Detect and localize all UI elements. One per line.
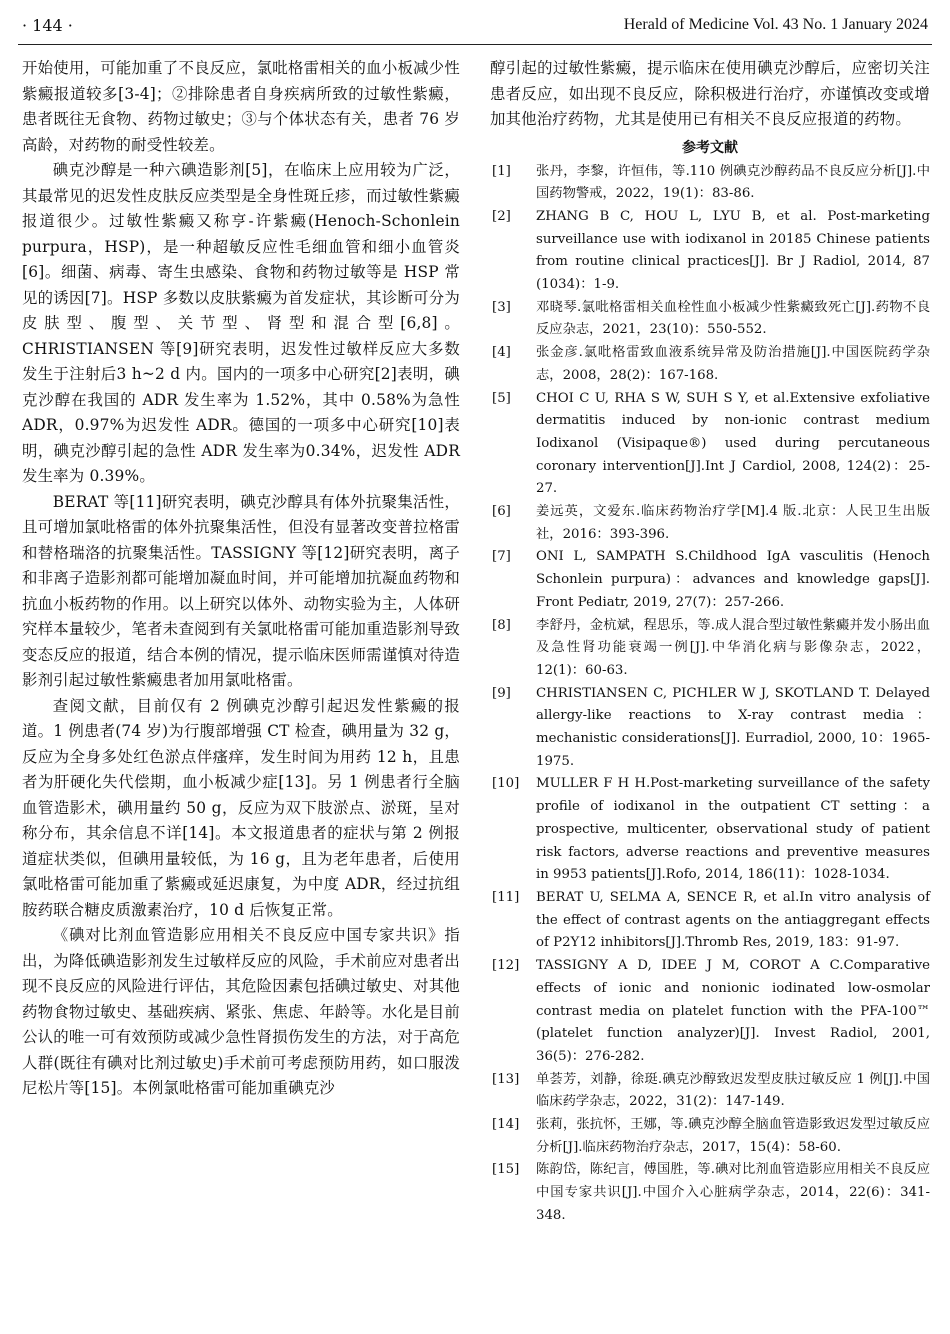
reference-item — [490, 1114, 930, 1159]
reference-item — [490, 206, 930, 297]
reference-item — [490, 773, 930, 887]
reference-number: [11] — [492, 890, 520, 905]
reference-text: CHOI C U, RHA S W, SUH S Y, et al.Extensive exfoliative dermatitis induced by non-ionic contrast medium Iodixanol (Visipaque®) used during percutaneous coronary intervention[J].Int J Cardiol, 2008, 124(2)：25-27. — [536, 390, 930, 497]
journal-title: Herald of Medicine Vol. 43 No. 1 January 2024 — [623, 16, 928, 33]
paragraph-continued: 醇引起的过敏性紫癜，提示临床在使用碘克沙醇后，应密切关注患者反应，如出现不良反应，除积极进行治疗，亦谨慎改变或增加其他治疗药物，尤其是使用已有相关不良反应报道的药物。 — [490, 59, 930, 128]
reference-item — [490, 887, 930, 955]
reference-text: TASSIGNY A D, IDEE J M, COROT A C.Comparative effects of ionic and nonionic iodinated low-osmolar contrast media on platelet function with the PFA-100™ (platelet function analyzer)[J]. Invest Radiol, 2001, 36(5)：276-282. — [536, 958, 930, 1064]
reference-text: 张金彦.氯吡格雷致血液系统异常及防治措施[J].中国医院药学杂志，2008，28(2)：167-168. — [536, 345, 930, 383]
reference-number: [5] — [492, 390, 511, 406]
reference-item — [490, 501, 930, 546]
reference-number: [10] — [492, 776, 520, 792]
reference-text: 李舒丹，金杭斌，程思乐，等.成人混合型过敏性紫癜并发小肠出血及急性肾功能衰竭一例[J].中华消化病与影像杂志，2022，12(1)：60-63. — [536, 617, 930, 678]
reference-text: ONI L, SAMPATH S.Childhood IgA vasculitis (Henoch Schonlein purpura)：advances and knowledge gaps[J]. Front Pediatr, 2019, 27(7)：257-266. — [536, 549, 930, 610]
reference-number: [4] — [492, 345, 511, 361]
reference-number: [6] — [492, 504, 511, 520]
reference-text: 张丹，李黎，许恒伟，等.110 例碘克沙醇药品不良反应分析[J].中国药物警戒，2022，19(1)：83-86. — [536, 163, 930, 202]
reference-number: [8] — [492, 617, 511, 633]
header-rule — [18, 44, 932, 45]
page-header — [22, 8, 928, 40]
reference-text: BERAT U, SELMA A, SENCE R, et al.In vitro analysis of the effect of contrast agents on the antiaggregant effects of P2Y12 inhibitors[J].Thromb Res, 2019, 183：91-97. — [536, 890, 930, 951]
reference-number: [12] — [492, 958, 520, 974]
reference-number: [3] — [492, 299, 511, 315]
reference-item — [490, 546, 930, 614]
reference-item — [490, 955, 930, 1069]
reference-text: 单荟芳，刘静，徐珽.碘克沙醇致迟发型皮肤过敏反应 1 例[J].中国临床药学杂志，2022，31(2)：147-149. — [536, 1071, 930, 1110]
reference-number: [13] — [492, 1071, 520, 1087]
reference-item — [490, 615, 930, 683]
paragraph-3: BERAT 等[11]研究表明，碘克沙醇具有体外抗聚集活性，且可增加氯吡格雷的体外抗聚集活性，但没有显著改变普拉格雷和替格瑞洛的抗聚集活性。TASSIGNY 等[12]研究表明，离子和非离子造影剂都可能增加凝血时间，并可能增加抗凝血药物和抗血小板药物的作用。以上研究以体外、动物实验为主，人体研究样本量较少，笔者未查阅到有关氯吡格雷可能加重造影剂导致变态反应的报道，结合本例的情况，提示临床医师需谨慎对待造影剂引起过敏性紫癜患者加用氯吡格雷。 — [22, 492, 460, 689]
reference-item — [490, 342, 930, 387]
right-column — [490, 56, 930, 1228]
reference-item — [490, 161, 930, 206]
reference-number: [9] — [492, 685, 511, 701]
reference-number: [7] — [492, 549, 511, 565]
reference-text: 张莉，张抗怀，王娜，等.碘克沙醇全脑血管造影致迟发型过敏反应分析[J].临床药物治疗杂志，2017，15(4)：58-60. — [536, 1117, 930, 1155]
paragraph-5: 《碘对比剂血管造影应用相关不良反应中国专家共识》指出，为降低碘造影剂发生过敏样反应的风险，手术前应对患者出现不良反应的风险进行评估，其危险因素包括碘过敏史、对其他药物食物过敏史、基础疾病、紧张、焦虑、年龄等。水化是目前公认的唯一可有效预防或减少急性肾损伤发生的方法，对于高危人群(既往有碘对比剂过敏史)手术前可考虑预防用药，如口服泼尼松片等[15]。本例氯吡格雷可能加重碘克沙 — [22, 926, 460, 1097]
reference-number: [15] — [492, 1162, 520, 1178]
reference-list — [490, 161, 930, 1228]
paragraph-4: 查阅文献，目前仅有 2 例碘克沙醇引起迟发性紫癜的报道。1 例患者(74 岁)为行腹部增强 CT 检查，碘用量为 32 g，反应为全身多处红色淤点伴瘙痒，发生时间为用药 12 h，且患者为肝硬化失代偿期，血小板减少症[13]。另 1 例患者行全脑血管造影术，碘用量约 50 g，反应为双下肢淤点、淤斑，呈对称分布，其余信息不详[14]。本文报道患者的症状与第 2 例报道症状类似，但碘用量较低，为 16 g，且为老年患者，后使用氯吡格雷可能加重了紫癜或延迟康复，为中度 ADR，经过抗组胺药联合糖皮质激素治疗，10 d 后恢复正常。 — [22, 696, 460, 919]
reference-text: 陈韵岱，陈纪言，傅国胜，等.碘对比剂血管造影应用相关不良反应中国专家共识[J].中国介入心脏病学杂志，2014，22(6)：341-348. — [536, 1162, 930, 1223]
paragraph-2: 碘克沙醇是一种六碘造影剂[5]，在临床上应用较为广泛，其最常见的迟发性皮肤反应类型是全身性斑丘疹，而过敏性紫癜报道很少。过敏性紫癜又称亨-许紫癜(Henoch-Schonlein purpura，HSP)，是一种超敏反应性毛细血管和细小血管炎[6]。细菌、病毒、寄生虫感染、食物和药物过敏等是 HSP 常见的诱因[7]。HSP 多数以皮肤紫癜为首发症状，其诊断可分为皮肤型、腹型、关节型、肾型和混合型[6,8]。CHRISTIANSEN 等[9]研究表明，迟发性过敏样反应大多数发生于注射后3 h~2 d 内。国内的一项多中心研究[2]表明，碘克沙醇在我国的 ADR 发生率为 1.52%，其中 0.58%为急性 ADR，0.97%为迟发性 ADR。德国的一项多中心研究[10]表明，碘克沙醇引起的急性 ADR 发生率为0.34%，迟发性 ADR 发生率为 0.39%。 — [22, 161, 460, 485]
left-column — [22, 56, 460, 1102]
paragraph-1: 开始使用，可能加重了不良反应，氯吡格雷相关的血小板减少性紫癜报道较多[3-4]；②排除患者自身疾病所致的过敏性紫癜，患者既往无食物、药物过敏史；③与个体状态有关，患者 76 岁高龄，对药物的耐受性较差。 — [22, 59, 460, 154]
reference-text: 姜远英，文爱东.临床药物治疗学[M].4 版.北京：人民卫生出版社，2016：393-396. — [536, 504, 930, 542]
reference-text: MULLER F H H.Post-marketing surveillance of the safety profile of iodixanol in the outpatient CT setting：a prospective, multicenter, observational study of patient risk factors, adverse reactions and preventive measures in 9953 patients[J].Rofo, 2014, 186(11)：1028-1034. — [536, 776, 930, 883]
reference-item — [490, 388, 930, 502]
page-number: · 144 · — [22, 16, 73, 35]
references-title: 参考文献 — [682, 139, 738, 156]
reference-text: CHRISTIANSEN C, PICHLER W J, SKOTLAND T. Delayed allergy-like reactions to X-ray contrast media：mechanistic considerations[J]. Eurradiol, 2000, 10：1965-1975. — [536, 685, 930, 769]
reference-number: [1] — [492, 163, 511, 179]
reference-item — [490, 1069, 930, 1114]
reference-text: 邓晓琴.氯吡格雷相关血栓性血小板减少性紫癜致死亡[J].药物不良反应杂志，2021，23(10)：550-552. — [536, 299, 930, 338]
reference-number: [2] — [492, 208, 511, 224]
reference-item — [490, 683, 930, 774]
reference-item — [490, 1159, 930, 1227]
reference-item — [490, 297, 930, 342]
reference-number: [14] — [492, 1117, 520, 1133]
reference-text: ZHANG B C, HOU L, LYU B, et al. Post-marketing surveillance use with iodixanol in 20185 Chinese patients from routine clinical practices[J]. Br J Radiol, 2014, 87 (1034)：1-9. — [536, 208, 930, 293]
